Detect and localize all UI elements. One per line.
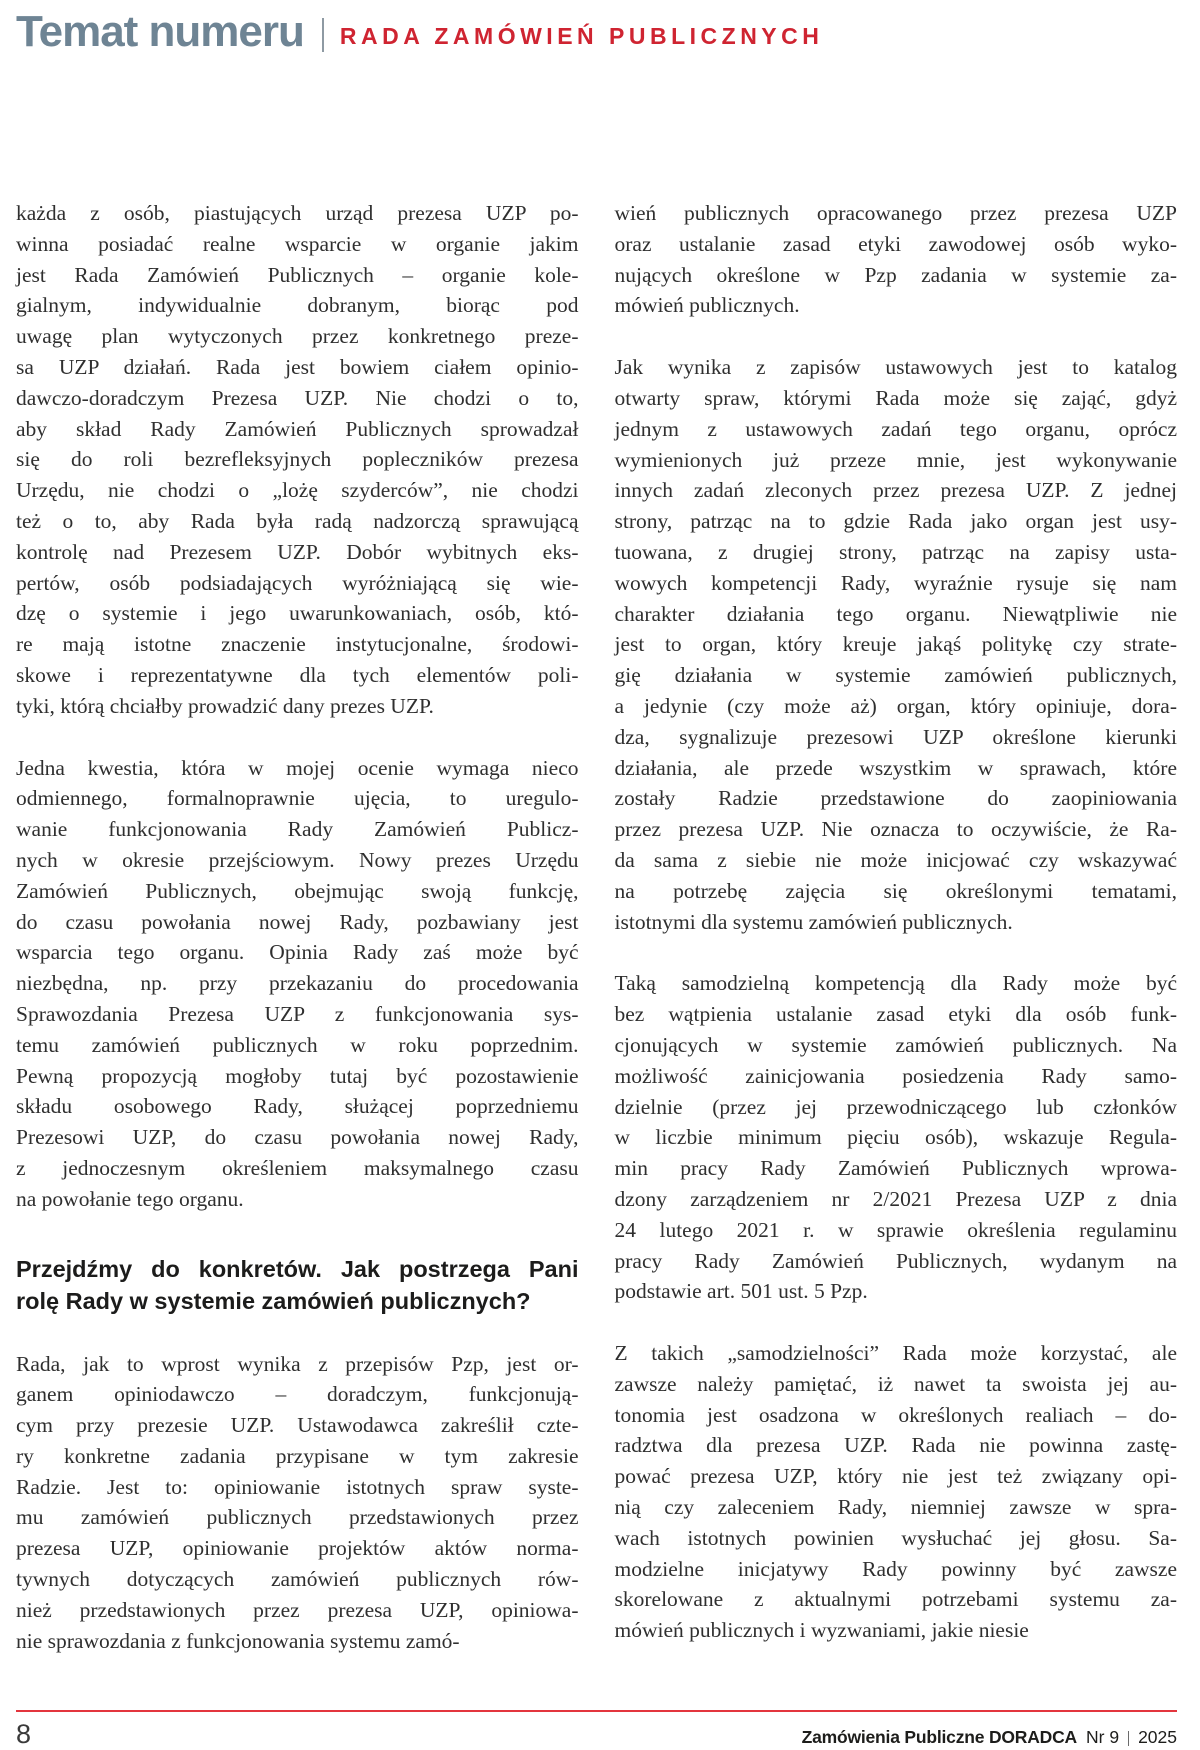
- interview-question: [16, 1246, 579, 1318]
- text-line: sa UZP działań. Rada jest bowiem ciałem opinio-: [16, 354, 579, 379]
- text-line: 24 lutego 2021 r. w sprawie określenia regulaminu: [614, 1217, 1177, 1242]
- paragraph: [16, 1349, 579, 1657]
- text-line: wymienionych już przeze mnie, jest wykonywanie: [614, 447, 1177, 472]
- text-line: nujących określone w Pzp zadania w systemie za-: [614, 262, 1177, 287]
- text-line: zawsze należy pamiętać, iż nawet ta swoista jej au-: [614, 1371, 1177, 1396]
- issue-number: Nr 9: [1086, 1727, 1120, 1747]
- text-line: tonomia jest osadzona w określonych realiach – do-: [614, 1402, 1177, 1427]
- text-line: jednym z ustawowych zadań tego organu, oprócz: [614, 416, 1177, 441]
- text-line: też o to, aby Rada była radą nadzorczą sprawującą: [16, 508, 579, 533]
- text-line: da sama z siebie nie może inicjować czy wskazywać: [614, 847, 1177, 872]
- text-line: Zamówień Publicznych, obejmując swoją funkcję,: [16, 878, 579, 903]
- text-line: ry konkretne zadania przypisane w tym zakresie: [16, 1443, 579, 1468]
- paragraph: [615, 1338, 1178, 1646]
- text-line: dzony zarządzeniem nr 2/2021 Prezesa UZP z dnia: [614, 1186, 1177, 1211]
- text-line: winna posiadać realne wsparcie w organie jakim: [16, 231, 579, 256]
- page-number: 8: [16, 1719, 32, 1749]
- text-line: aby skład Rady Zamówień Publicznych sprowadzał: [16, 416, 579, 441]
- text-line: re mają istotne znaczenie instytucjonalne, środowi-: [16, 632, 579, 657]
- text-line: zostały Radzie przedstawione do zaopiniowania: [614, 786, 1177, 811]
- text-line: dzielnie (przez jej przewodniczącego lub członków: [614, 1094, 1177, 1119]
- text-line: podstawie art. 501 ust. 5 Pzp.: [614, 1279, 868, 1304]
- text-line: wach istotnych powinien wysłuchać jej głosu. Sa-: [614, 1525, 1177, 1550]
- footer-divider: [1128, 1731, 1129, 1746]
- text-line: odmiennego, formalnoprawnie ujęcia, to uregulo-: [16, 786, 579, 811]
- text-line: każda z osób, piastujących urząd prezesa UZP po-: [16, 201, 579, 225]
- text-line: możliwość zainicjowania posiedzenia Rady samo-: [614, 1063, 1177, 1088]
- text-line: min pracy Rady Zamówień Publicznych wprowa-: [614, 1156, 1177, 1181]
- text-line: a jedynie (czy może aż) organ, który opiniuje, dora-: [614, 693, 1177, 718]
- journal-name: Zamówienia Publiczne DORADCA: [801, 1727, 1077, 1747]
- text-line: dzę o systemie i jego uwarunkowaniach, osób, któ-: [16, 601, 579, 626]
- text-line: temu zamówień publicznych w roku poprzednim.: [16, 1032, 579, 1057]
- journal-imprint: [802, 1725, 1177, 1749]
- right-column: [615, 198, 1178, 1687]
- text-line: Taką samodzielną kompetencją dla Rady może być: [614, 971, 1177, 996]
- text-line: Jedna kwestia, która w mojej ocenie wymaga nieco: [16, 755, 579, 780]
- text-line: wień publicznych opracowanego przez prezesa UZP: [614, 201, 1177, 225]
- text-line: nią czy zaleceniem Rady, niemniej zawsze w spra-: [614, 1495, 1177, 1520]
- text-line: pować prezesa UZP, który nie jest też związany opi-: [614, 1464, 1177, 1489]
- text-line: działania, ale przede wszystkim w sprawach, które: [614, 755, 1177, 780]
- left-column: [16, 198, 579, 1687]
- text-line: strony, patrząc na to gdzie Rada jako organ jest usy-: [614, 509, 1177, 534]
- issue-year: 2025: [1138, 1727, 1177, 1747]
- text-line: radztwa dla prezesa UZP. Rada nie powinna zastę-: [614, 1433, 1177, 1458]
- text-line: Rada, jak to wprost wynika z przepisów Pzp, jest or-: [16, 1351, 579, 1376]
- paragraph: [615, 352, 1178, 937]
- text-line: mówień publicznych i wyzwaniami, jakie niesie: [614, 1618, 1029, 1643]
- header-divider: [322, 18, 324, 52]
- text-line: Sprawozdania Prezesa UZP z funkcjonowania sys-: [16, 1001, 579, 1026]
- text-line: ganem opiniodawczo – doradczym, funkcjonują-: [16, 1382, 579, 1407]
- text-line: na powołanie tego organu.: [16, 1186, 244, 1211]
- text-line: dawczo-doradczym Prezesa UZP. Nie chodzi o to,: [16, 385, 579, 410]
- text-line: tywnych dotyczących zamówień publicznych rów-: [16, 1567, 579, 1592]
- paragraph: [615, 968, 1178, 1307]
- text-line: do czasu powołania nowej Rady, pozbawiany jest: [16, 909, 579, 934]
- text-line: Urzędu, nie chodzi o „lożę szyderców”, nie chodzi: [16, 478, 579, 503]
- text-line: cym przy prezesie UZP. Ustawodawca zakreślił czte-: [16, 1413, 579, 1438]
- text-line: Pewną propozycją mogłoby tutaj być pozostawienie: [16, 1063, 579, 1088]
- text-line: pracy Rady Zamówień Publicznych, wydanym na: [614, 1248, 1177, 1273]
- text-line: tyki, którą chciałby prowadzić dany prezes UZP.: [16, 693, 434, 718]
- text-line: otwarty spraw, którymi Rada może się zająć, gdyż: [614, 385, 1177, 410]
- text-line: Przejdźmy do konkretów. Jak postrzega Pani: [16, 1255, 579, 1282]
- text-line: się do roli bezrefleksyjnych popleczników prezesa: [16, 447, 579, 472]
- text-line: nież przedstawionych przez prezesa UZP, opiniowa-: [16, 1597, 579, 1622]
- text-line: Prezesowi UZP, do czasu powołania nowej Rady,: [16, 1125, 579, 1150]
- text-line: Jak wynika z zapisów ustawowych jest to katalog: [614, 355, 1177, 380]
- text-line: jest Rada Zamówień Publicznych – organie kole-: [16, 262, 579, 287]
- text-line: bez wątpienia ustalanie zasad etyki dla osób funk-: [614, 1002, 1177, 1027]
- article-section-heading: RADA ZAMÓWIEŃ PUBLICZNYCH: [339, 22, 824, 49]
- text-line: tuowana, z drugiej strony, patrząc na zapisy usta-: [614, 539, 1177, 564]
- text-line: wsparcia tego organu. Opinia Rady zaś może być: [16, 940, 579, 965]
- footer-rule: [16, 1710, 1177, 1712]
- text-line: Radzie. Jest to: opiniowanie istotnych spraw syste-: [16, 1474, 579, 1499]
- paragraph: [16, 753, 579, 1215]
- text-line: jest to organ, który kreuje jakąś politykę czy strate-: [614, 632, 1177, 657]
- text-line: skowe i reprezentatywne dla tych elementów poli-: [16, 662, 579, 687]
- text-line: modzielne inicjatywy Rady powinny być zawsze: [614, 1556, 1177, 1581]
- text-line: Z takich „samodzielności” Rada może korzystać, ale: [614, 1341, 1177, 1366]
- text-line: gialnym, indywidualnie dobranym, biorąc pod: [16, 293, 579, 318]
- page-footer: [16, 1719, 1177, 1749]
- text-line: prezesa UZP, opiniowanie projektów aktów norma-: [16, 1536, 579, 1561]
- text-line: wowych kompetencji Rady, wyraźnie rysuje się nam: [614, 570, 1177, 595]
- text-line: cjonujących w systemie zamówień publicznych. Na: [614, 1032, 1177, 1057]
- text-line: wanie funkcjonowania Rady Zamówień Publicz-: [16, 817, 579, 842]
- text-line: w liczbie minimum pięciu osób), wskazuje Regula-: [614, 1125, 1177, 1150]
- text-line: dza, sygnalizuje prezesowi UZP określone kierunki: [614, 724, 1177, 749]
- text-line: istotnymi dla systemu zamówień publicznych.: [614, 909, 1013, 934]
- article-body: [16, 198, 1177, 1687]
- page-header: [16, 8, 1177, 56]
- text-line: niezbędna, np. przy przekazaniu do procedowania: [16, 971, 579, 996]
- text-line: rolę Rady w systemie zamówień publicznych?: [16, 1288, 531, 1314]
- text-line: pertów, osób podsiadających wyróżniającą się wie-: [16, 570, 579, 595]
- paragraph: [16, 198, 579, 722]
- text-line: charakter działania tego organu. Niewątpliwie nie: [614, 601, 1177, 626]
- paragraph: [615, 198, 1178, 321]
- text-line: mu zamówień publicznych przedstawionych przez: [16, 1505, 579, 1530]
- text-line: oraz ustalanie zasad etyki zawodowej osób wyko-: [614, 231, 1177, 256]
- text-line: uwagę plan wytyczonych przez konkretnego preze-: [16, 324, 579, 349]
- text-line: nych w okresie przejściowym. Nowy prezes Urzędu: [16, 847, 579, 872]
- text-line: kontrolę nad Prezesem UZP. Dobór wybitnych eks-: [16, 539, 579, 564]
- section-title: Temat numeru: [16, 7, 304, 56]
- text-line: z jednoczesnym określeniem maksymalnego czasu: [16, 1155, 579, 1180]
- text-line: mówień publicznych.: [614, 293, 800, 318]
- text-line: nie sprawozdania z funkcjonowania systemu zamó-: [16, 1628, 460, 1653]
- text-line: przez prezesa UZP. Nie oznacza to oczywiście, że Ra-: [614, 817, 1177, 842]
- text-line: na potrzebę zajęcia się określonymi tematami,: [614, 878, 1177, 903]
- text-line: składu osobowego Rady, służącej poprzedniemu: [16, 1094, 579, 1119]
- text-line: gię działania w systemie zamówień publicznych,: [614, 663, 1177, 688]
- text-line: skorelowane z aktualnymi potrzebami systemu za-: [614, 1587, 1177, 1612]
- text-line: innych zadań zleconych przez prezesa UZP. Z jednej: [614, 478, 1177, 503]
